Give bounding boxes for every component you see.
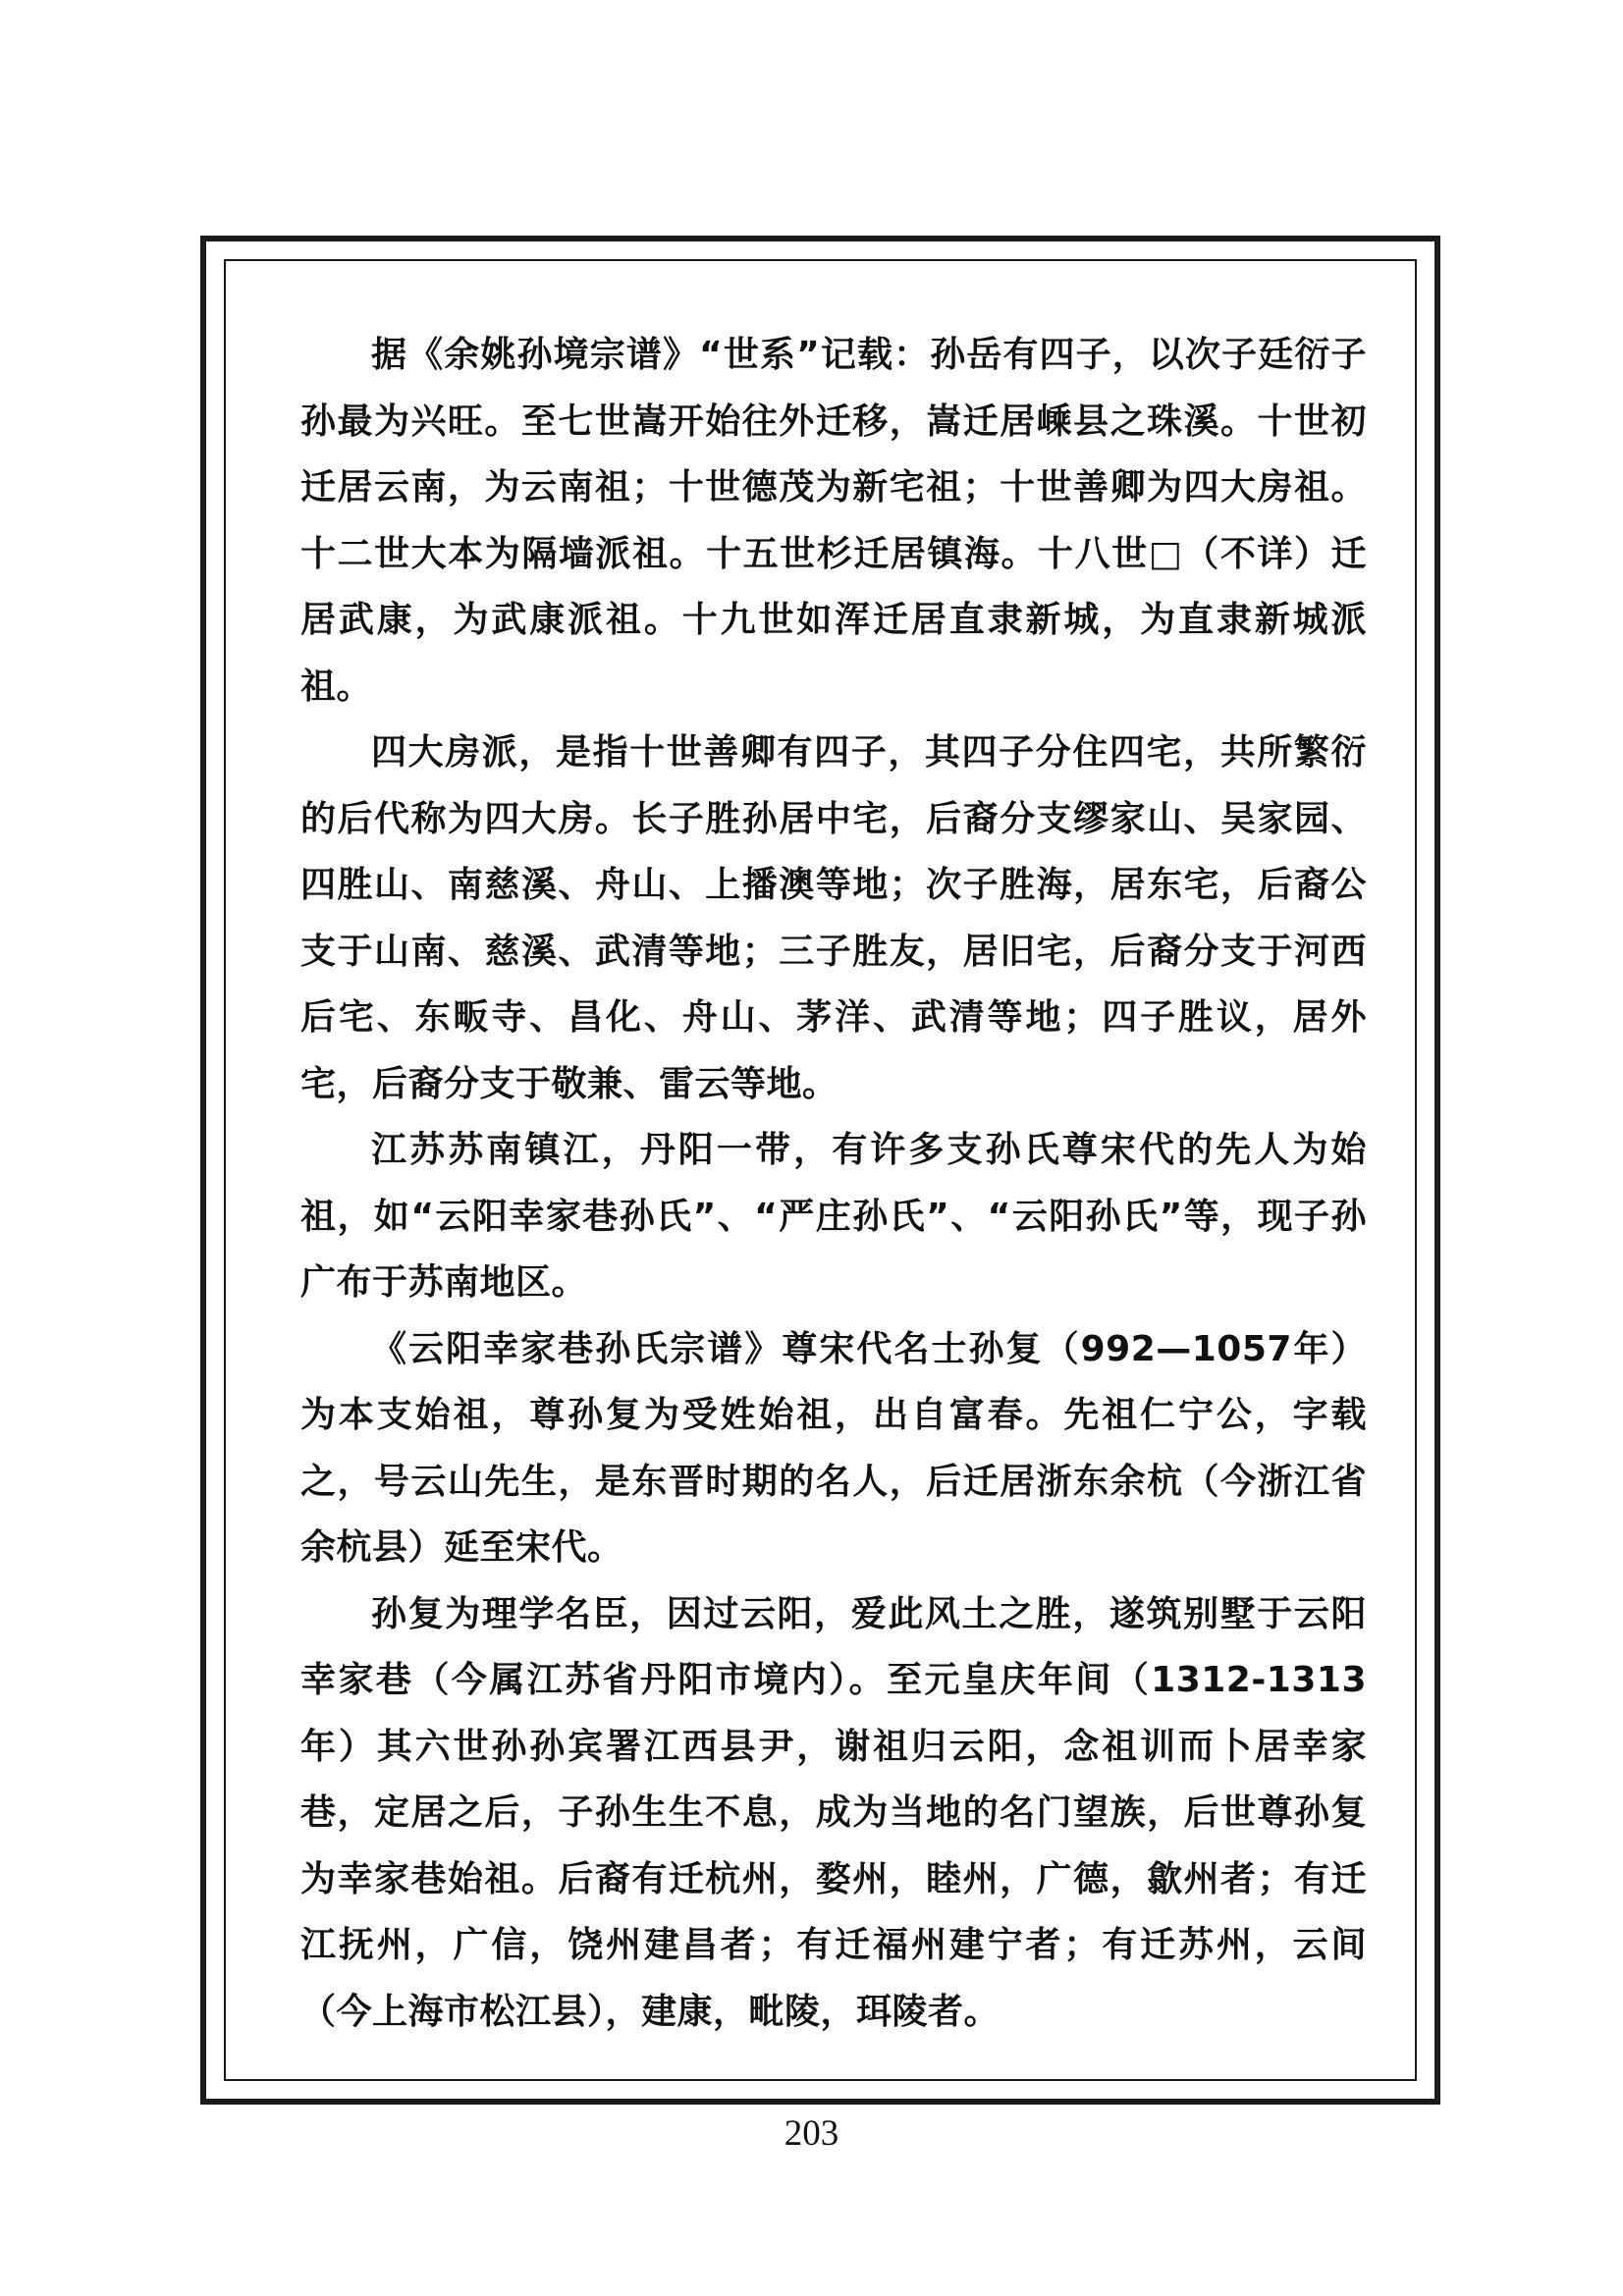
- page-number: 203: [784, 2113, 839, 2154]
- paragraph-3: 江苏苏南镇江，丹阳一带，有许多支孙氏尊宋代的先人为始祖，如“云阳幸家巷孙氏”、“严庄孙氏”、“云阳孙氏”等，现子孙广布于苏南地区。: [300, 1130, 1367, 1303]
- paragraph-2: 四大房派，是指十世善卿有四子，其四子分住四宅，共所繁衍的后代称为四大房。长子胜孙居中宅，后裔分支缪家山、吴家园、四胜山、南慈溪、舟山、上播澳等地；次子胜海，居东宅，后裔公支于山南、慈溪、武清等地；三子胜友，居旧宅，后裔分支于河西后宅、东畈寺、昌化、舟山、茅洋、武清等地；四子胜议，居外宅，后裔分支于敬兼、雷云等地。: [300, 732, 1367, 1104]
- page-border-outer: [200, 236, 1440, 2105]
- paragraph-1: 据《余姚孙境宗谱》“世系”记载：孙岳有四子，以次子廷衍子孙最为兴旺。至七世嵩开始往外迁移，嵩迁居嵊县之珠溪。十世初迁居云南，为云南祖；十世德茂为新宅祖；十世善卿为四大房祖。十二世大本为隔墙派祖。十五世杉迁居镇海。十八世□（不详）迁居武康，为武康派祖。十九世如浑迁居直隶新城，为直隶新城派祖。: [300, 335, 1367, 707]
- paragraph-5: 孙复为理学名臣，因过云阳，爱此风土之胜，遂筑别墅于云阳幸家巷（今属江苏省丹阳市境内）。至元皇庆年间（1312-1313年）其六世孙孙宾署江西县尹，谢祖归云阳，念祖训而卜居幸家巷，定居之后，子孙生生不息，成为当地的名门望族，后世尊孙复为幸家巷始祖。后裔有迁杭州，婺州，睦州，广德，歙州者；有迁江抚州，广信，饶州建昌者；有迁福州建宁者；有迁苏州，云间（今上海市松江县），建康，毗陵，珥陵者。: [300, 1593, 1367, 2032]
- paragraph-4: 《云阳幸家巷孙氏宗谱》尊宋代名士孙复（992—1057年）为本支始祖，尊孙复为受姓始祖，出自富春。先祖仁宁公，字载之，号云山先生，是东晋时期的名人，后迁居浙东余杭（今浙江省余杭县）延至宋代。: [300, 1328, 1367, 1568]
- body-text: [300, 322, 1367, 2045]
